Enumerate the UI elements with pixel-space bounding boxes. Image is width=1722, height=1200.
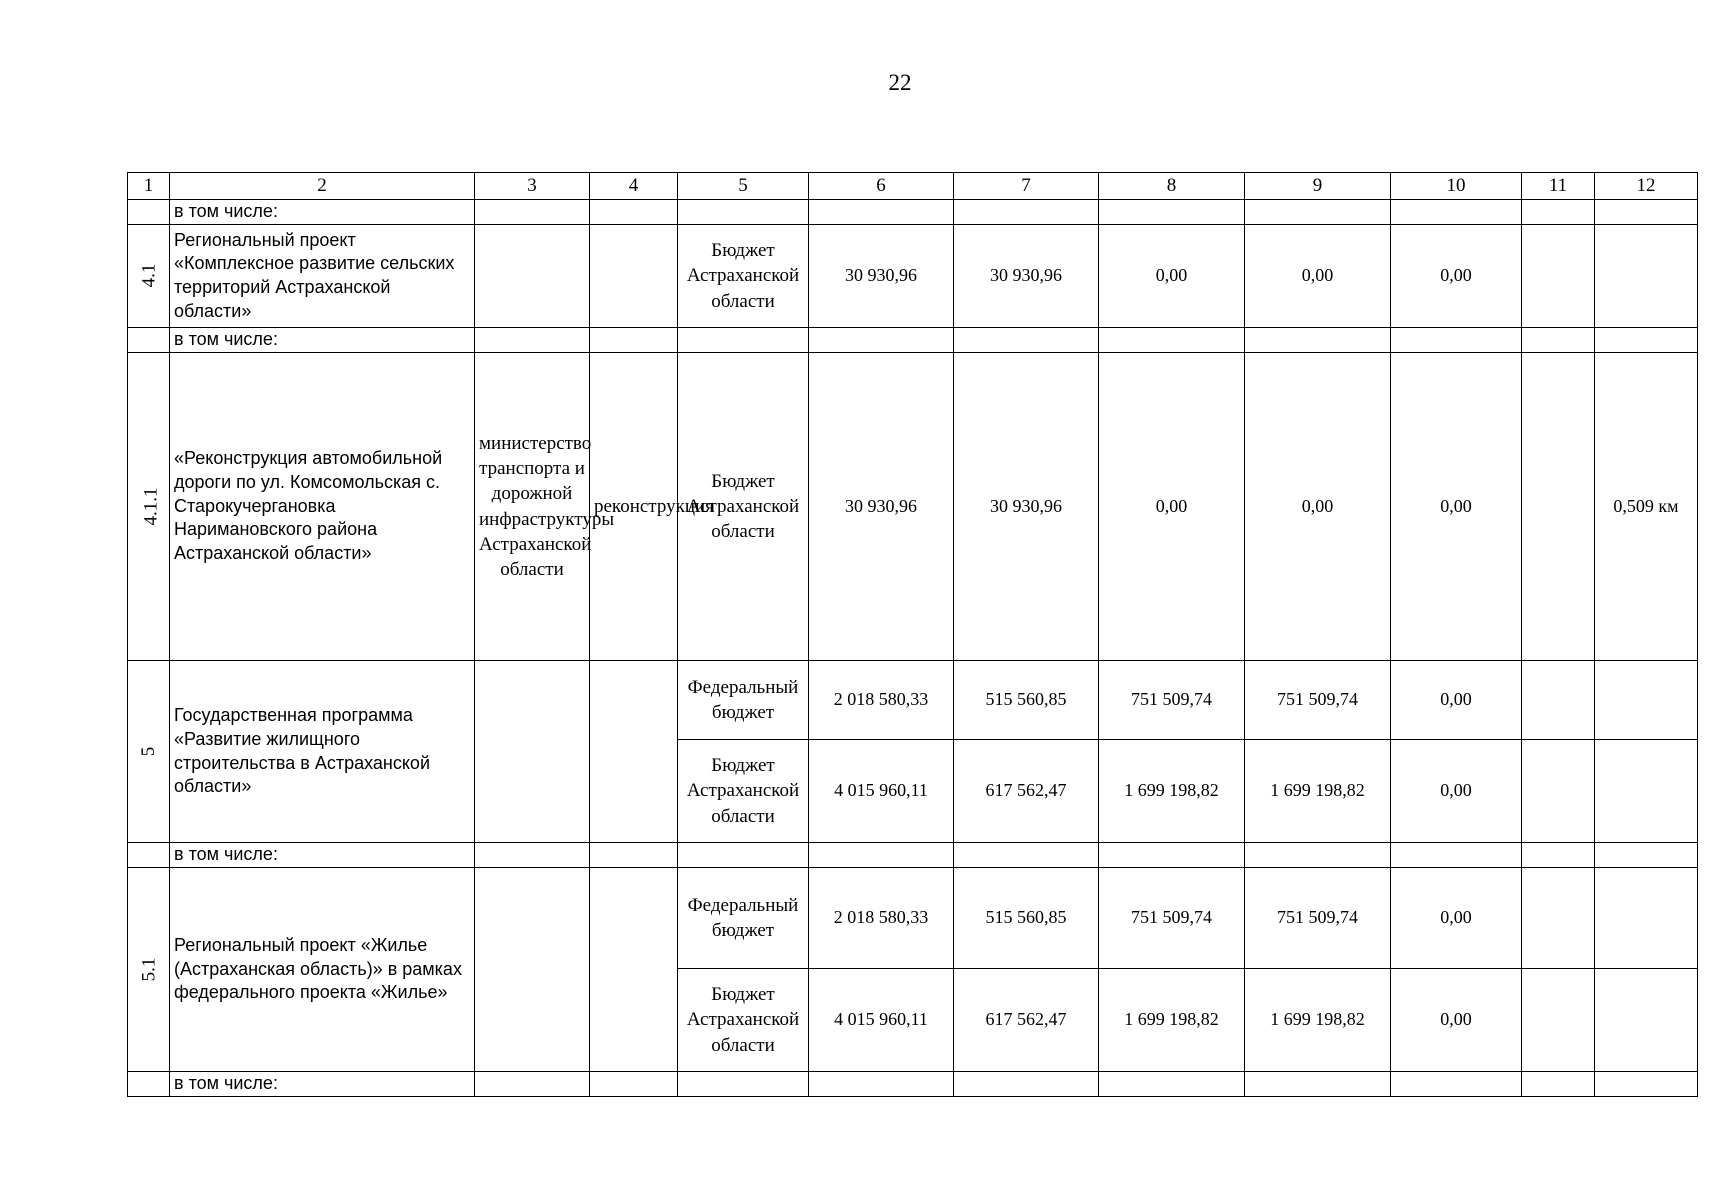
column-header: 5 bbox=[678, 173, 809, 200]
empty-cell bbox=[1522, 1072, 1595, 1097]
column-header: 8 bbox=[1099, 173, 1245, 200]
including-row bbox=[128, 843, 1698, 868]
column-number-row bbox=[128, 173, 1698, 200]
empty-cell bbox=[1522, 969, 1595, 1072]
funding-source: Бюджет Астраханской области bbox=[678, 969, 809, 1072]
amount-total: 4 015 960,11 bbox=[809, 969, 954, 1072]
amount-year-4: 0,00 bbox=[1391, 868, 1522, 969]
including-label: в том числе: bbox=[170, 843, 475, 868]
col-11-cell bbox=[1522, 225, 1595, 328]
result-cell: 0,509 км bbox=[1595, 353, 1698, 661]
column-header: 3 bbox=[475, 173, 590, 200]
row-name: «Реконструкция автомобильной дороги по ул. Комсомольская с. Старокучергановка Наримановского района Астраханской области» bbox=[170, 353, 475, 661]
table-row bbox=[128, 225, 1698, 328]
empty-cell bbox=[590, 868, 678, 1072]
column-header: 1 bbox=[128, 173, 170, 200]
column-header: 10 bbox=[1391, 173, 1522, 200]
row-index: 5.1 bbox=[128, 868, 170, 1072]
activity-cell bbox=[590, 225, 678, 328]
empty-cell bbox=[1522, 200, 1595, 225]
including-label: в том числе: bbox=[170, 200, 475, 225]
amount-year-4: 0,00 bbox=[1391, 740, 1522, 843]
empty-cell bbox=[128, 1072, 170, 1097]
empty-cell bbox=[1595, 868, 1698, 969]
empty-cell bbox=[954, 328, 1099, 353]
empty-cell bbox=[954, 843, 1099, 868]
amount-year-2: 1 699 198,82 bbox=[1099, 740, 1245, 843]
amount-year-3: 1 699 198,82 bbox=[1245, 969, 1391, 1072]
including-row bbox=[128, 328, 1698, 353]
amount-year-1: 515 560,85 bbox=[954, 868, 1099, 969]
empty-cell bbox=[1595, 200, 1698, 225]
empty-cell bbox=[475, 868, 590, 1072]
empty-cell bbox=[1595, 1072, 1698, 1097]
including-label: в том числе: bbox=[170, 1072, 475, 1097]
amount-total: 30 930,96 bbox=[809, 225, 954, 328]
empty-cell bbox=[1099, 1072, 1245, 1097]
empty-cell bbox=[1522, 661, 1595, 740]
empty-cell bbox=[1245, 1072, 1391, 1097]
column-header: 6 bbox=[809, 173, 954, 200]
empty-cell bbox=[128, 843, 170, 868]
row-index: 4.1.1 bbox=[128, 353, 170, 661]
empty-cell bbox=[1391, 1072, 1522, 1097]
empty-cell bbox=[1099, 328, 1245, 353]
amount-year-3: 751 509,74 bbox=[1245, 868, 1391, 969]
including-row bbox=[128, 200, 1698, 225]
empty-cell bbox=[1391, 843, 1522, 868]
table-row bbox=[128, 661, 1698, 740]
table-row bbox=[128, 353, 1698, 661]
empty-cell bbox=[475, 843, 590, 868]
empty-cell bbox=[678, 328, 809, 353]
amount-year-2: 0,00 bbox=[1099, 353, 1245, 661]
funding-source: Федеральный бюджет bbox=[678, 661, 809, 740]
empty-cell bbox=[678, 1072, 809, 1097]
column-header: 2 bbox=[170, 173, 475, 200]
empty-cell bbox=[678, 200, 809, 225]
column-header: 4 bbox=[590, 173, 678, 200]
amount-year-2: 1 699 198,82 bbox=[1099, 969, 1245, 1072]
amount-year-2: 751 509,74 bbox=[1099, 868, 1245, 969]
including-row bbox=[128, 1072, 1698, 1097]
empty-cell bbox=[590, 200, 678, 225]
amount-year-2: 751 509,74 bbox=[1099, 661, 1245, 740]
amount-year-4: 0,00 bbox=[1391, 661, 1522, 740]
amount-year-1: 617 562,47 bbox=[954, 740, 1099, 843]
empty-cell bbox=[1522, 868, 1595, 969]
table-row bbox=[128, 868, 1698, 969]
result-cell bbox=[1595, 225, 1698, 328]
funding-source: Бюджет Астраханской области bbox=[678, 225, 809, 328]
column-header: 11 bbox=[1522, 173, 1595, 200]
column-header: 9 bbox=[1245, 173, 1391, 200]
empty-cell bbox=[1245, 328, 1391, 353]
row-name: Региональный проект «Жилье (Астраханская область)» в рамках федерального проекта «Жилье» bbox=[170, 868, 475, 1072]
funding-source: Бюджет Астраханской области bbox=[678, 740, 809, 843]
amount-year-3: 0,00 bbox=[1245, 225, 1391, 328]
empty-cell bbox=[475, 328, 590, 353]
funding-source: Бюджет Астраханской области bbox=[678, 353, 809, 661]
empty-cell bbox=[590, 843, 678, 868]
amount-total: 30 930,96 bbox=[809, 353, 954, 661]
amount-year-1: 30 930,96 bbox=[954, 353, 1099, 661]
amount-total: 4 015 960,11 bbox=[809, 740, 954, 843]
empty-cell bbox=[590, 1072, 678, 1097]
executor-cell bbox=[475, 225, 590, 328]
activity-cell: реконструкция bbox=[590, 353, 678, 661]
including-label: в том числе: bbox=[170, 328, 475, 353]
row-index: 5 bbox=[128, 661, 170, 843]
empty-cell bbox=[1099, 843, 1245, 868]
empty-cell bbox=[1245, 843, 1391, 868]
empty-cell bbox=[1245, 200, 1391, 225]
empty-cell bbox=[1522, 328, 1595, 353]
amount-year-3: 751 509,74 bbox=[1245, 661, 1391, 740]
column-header: 7 bbox=[954, 173, 1099, 200]
empty-cell bbox=[809, 328, 954, 353]
amount-year-4: 0,00 bbox=[1391, 353, 1522, 661]
amount-year-4: 0,00 bbox=[1391, 225, 1522, 328]
row-name: Региональный проект «Комплексное развитие сельских территорий Астраханской области» bbox=[170, 225, 475, 328]
amount-year-1: 617 562,47 bbox=[954, 969, 1099, 1072]
empty-cell bbox=[954, 200, 1099, 225]
empty-cell bbox=[590, 328, 678, 353]
amount-year-3: 1 699 198,82 bbox=[1245, 740, 1391, 843]
empty-cell bbox=[475, 200, 590, 225]
amount-year-4: 0,00 bbox=[1391, 969, 1522, 1072]
empty-cell bbox=[1595, 328, 1698, 353]
amount-total: 2 018 580,33 bbox=[809, 868, 954, 969]
empty-cell bbox=[1595, 969, 1698, 1072]
empty-cell bbox=[1595, 661, 1698, 740]
empty-cell bbox=[809, 843, 954, 868]
empty-cell bbox=[590, 661, 678, 843]
empty-cell bbox=[128, 200, 170, 225]
empty-cell bbox=[475, 1072, 590, 1097]
empty-cell bbox=[1099, 200, 1245, 225]
amount-total: 2 018 580,33 bbox=[809, 661, 954, 740]
empty-cell bbox=[128, 328, 170, 353]
empty-cell bbox=[1391, 200, 1522, 225]
amount-year-1: 515 560,85 bbox=[954, 661, 1099, 740]
empty-cell bbox=[954, 1072, 1099, 1097]
row-index: 4.1 bbox=[128, 225, 170, 328]
empty-cell bbox=[1595, 843, 1698, 868]
empty-cell bbox=[1391, 328, 1522, 353]
row-name: Государственная программа «Развитие жилищного строительства в Астраханской области» bbox=[170, 661, 475, 843]
page-number: 22 bbox=[888, 70, 912, 95]
column-header: 12 bbox=[1595, 173, 1698, 200]
amount-year-1: 30 930,96 bbox=[954, 225, 1099, 328]
empty-cell bbox=[1595, 740, 1698, 843]
empty-cell bbox=[1522, 843, 1595, 868]
col-11-cell bbox=[1522, 353, 1595, 661]
amount-year-2: 0,00 bbox=[1099, 225, 1245, 328]
empty-cell bbox=[1522, 740, 1595, 843]
empty-cell bbox=[475, 661, 590, 843]
empty-cell bbox=[678, 843, 809, 868]
executor-cell: министерство транспорта и дорожной инфраструктуры Астраханской области bbox=[475, 353, 590, 661]
empty-cell bbox=[809, 200, 954, 225]
amount-year-3: 0,00 bbox=[1245, 353, 1391, 661]
empty-cell bbox=[809, 1072, 954, 1097]
budget-table bbox=[127, 172, 1698, 1097]
funding-source: Федеральный бюджет bbox=[678, 868, 809, 969]
